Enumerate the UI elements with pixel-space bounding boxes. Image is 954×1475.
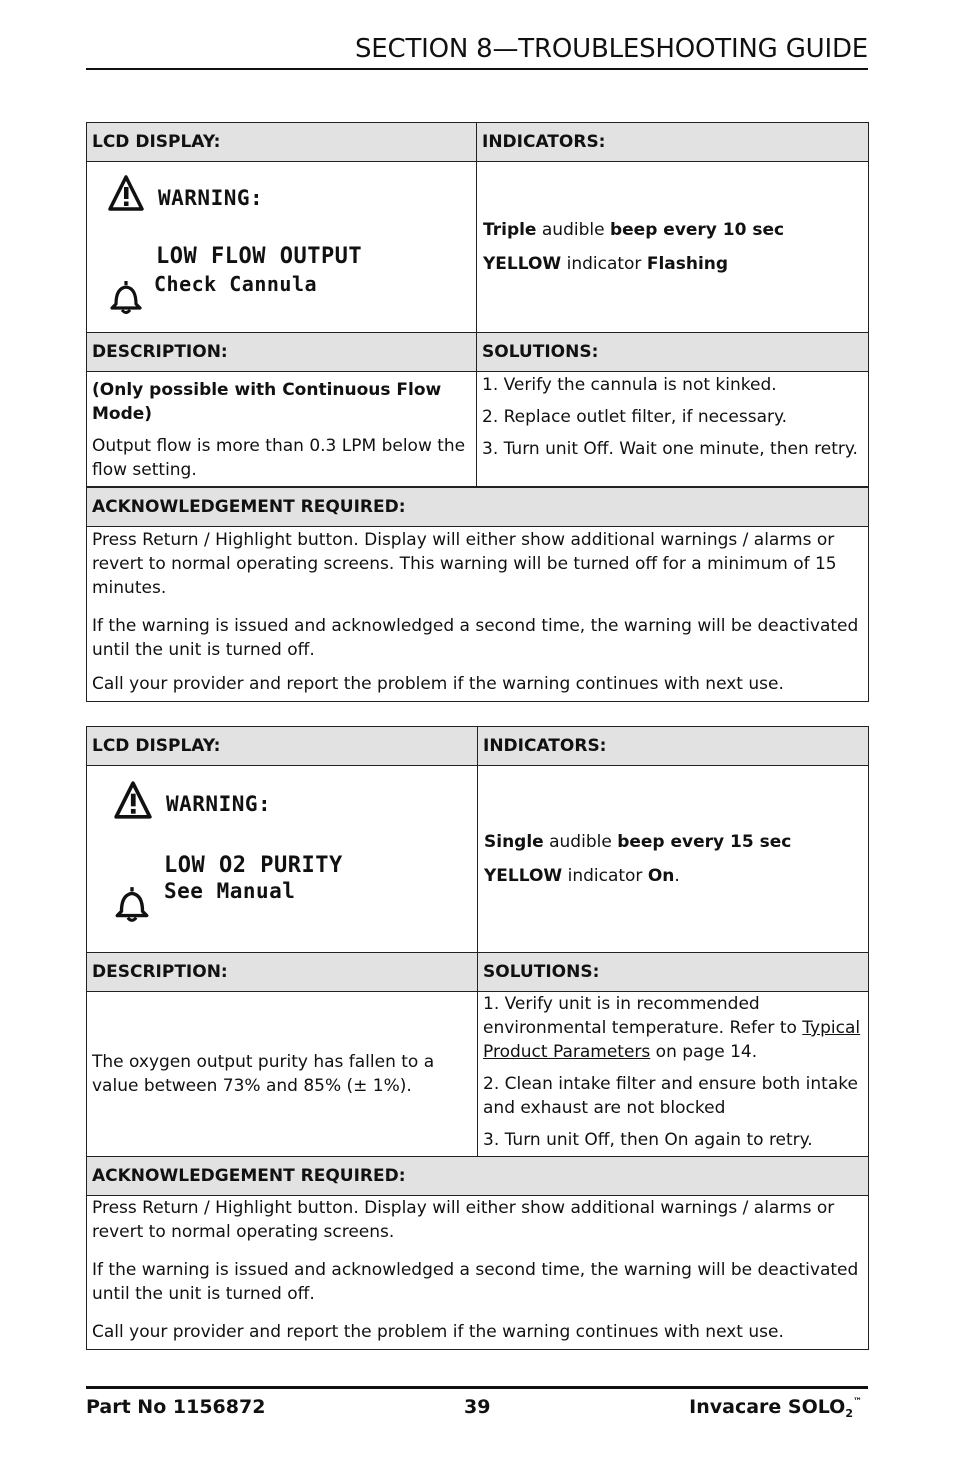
description-cell xyxy=(87,372,477,488)
description-note: (Only possible with Continuous Flow Mode) xyxy=(92,380,442,424)
description-header: DESCRIPTION: xyxy=(87,953,478,992)
description-text: Output flow is more than 0.3 LPM below the flow setting. xyxy=(92,436,466,480)
lcd-message-line1: LOW FLOW OUTPUT xyxy=(156,244,363,269)
acknowledgement-cell xyxy=(87,1196,869,1350)
indicator-line-led: YELLOW indicator On. xyxy=(484,866,680,886)
indicators-header: INDICATORS: xyxy=(478,727,869,766)
bell-icon xyxy=(108,278,144,323)
description-text: The oxygen output purity has fallen to a value between 73% and 85% (± 1%). xyxy=(92,1052,435,1096)
indicator-line-led: YELLOW indicator Flashing xyxy=(483,254,729,274)
description-cell xyxy=(87,992,478,1157)
indicators-cell xyxy=(478,766,869,953)
indicators-header: INDICATORS: xyxy=(477,123,869,162)
acknowledgement-cell xyxy=(87,527,869,702)
lcd-warning-title: WARNING: xyxy=(158,186,264,210)
acknowledgement-header: ACKNOWLEDGEMENT REQUIRED: xyxy=(87,1157,869,1196)
footer-part-number: Part No 1156872 xyxy=(86,1396,266,1418)
solution-item: 2. Replace outlet filter, if necessary. xyxy=(482,407,788,427)
warning-triangle-icon xyxy=(108,174,144,219)
acknowledgement-paragraph: Call your provider and report the problem if the warning continues with next use. xyxy=(92,1322,784,1342)
acknowledgement-paragraph: Press Return / Highlight button. Display will either show additional warnings / alarms or revert to normal operating screens. This warning will be turned off for a minimum of 15 minutes. xyxy=(92,530,837,598)
solution-item: 3. Turn unit Off, then On again to retry. xyxy=(483,1130,813,1150)
footer-rule xyxy=(86,1386,868,1389)
lcd-message-line2: See Manual xyxy=(164,879,296,903)
footer-brand: Invacare $SOLO_2™$ xyxy=(689,1396,862,1420)
acknowledgement-paragraph: Call your provider and report the problem if the warning continues with next use. xyxy=(92,674,784,694)
solutions-header: SOLUTIONS: xyxy=(478,953,869,992)
solutions-header: SOLUTIONS: xyxy=(477,333,869,372)
typical-product-parameters-link[interactable]: Typical Product Parameters xyxy=(483,1018,861,1062)
lcd-message-line2: Check Cannula xyxy=(154,272,318,296)
indicator-line-beep: Single audible beep every 15 sec xyxy=(484,832,792,852)
lcd-display-panel xyxy=(87,162,477,333)
acknowledgement-paragraph: If the warning is issued and acknowledged a second time, the warning will be deactivated until the unit is turned off. xyxy=(92,1260,859,1304)
solution-item: 1. Verify the cannula is not kinked. xyxy=(482,375,777,395)
bell-icon xyxy=(113,884,151,931)
troubleshooting-table-low-flow xyxy=(86,122,869,702)
description-header: DESCRIPTION: xyxy=(87,333,477,372)
lcd-message-line1: LOW O2 PURITY xyxy=(164,853,343,878)
title-rule xyxy=(86,68,868,70)
lcd-display-header: LCD DISPLAY: xyxy=(87,123,477,162)
troubleshooting-table-low-o2 xyxy=(86,726,869,1350)
section-title: SECTION 8—TROUBLESHOOTING GUIDE xyxy=(354,34,868,64)
solution-item: 1. Verify unit is in recommended environmental temperature. Refer to Typical Product Parameters on page 14. xyxy=(483,994,861,1062)
footer-page-number: 39 xyxy=(464,1396,491,1418)
indicator-line-beep: Triple audible beep every 10 sec xyxy=(483,220,785,240)
lcd-warning-title: WARNING: xyxy=(166,792,272,816)
lcd-display-header: LCD DISPLAY: xyxy=(87,727,478,766)
solution-item: 2. Clean intake filter and ensure both intake and exhaust are not blocked xyxy=(483,1074,858,1118)
warning-triangle-icon xyxy=(114,780,152,827)
lcd-display-panel xyxy=(87,766,478,953)
acknowledgement-paragraph: Press Return / Highlight button. Display will either show additional warnings / alarms or revert to normal operating screens. xyxy=(92,1198,835,1242)
solution-item: 3. Turn unit Off. Wait one minute, then retry. xyxy=(482,439,858,459)
solutions-cell xyxy=(477,372,869,488)
solutions-cell xyxy=(478,992,869,1157)
indicators-cell xyxy=(477,162,869,333)
acknowledgement-header: ACKNOWLEDGEMENT REQUIRED: xyxy=(87,487,869,527)
acknowledgement-paragraph: If the warning is issued and acknowledged a second time, the warning will be deactivated until the unit is turned off. xyxy=(92,616,859,660)
